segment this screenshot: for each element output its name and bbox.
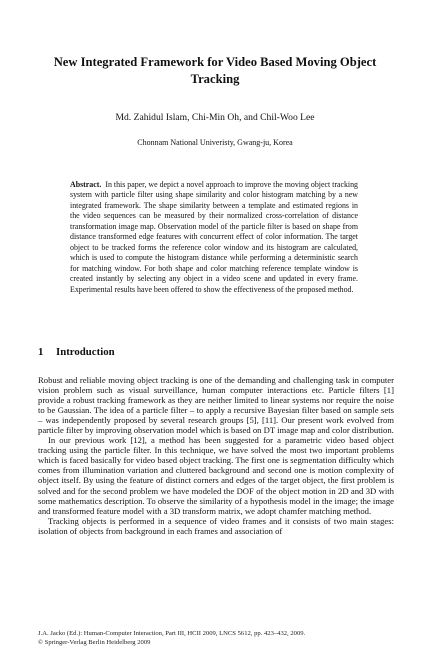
paper-authors: Md. Zahidul Islam, Chi-Min Oh, and Chil-Woo Lee (115, 112, 315, 123)
body-paragraph: Robust and reliable moving object tracking is one of the demanding and challenging task in computer vision problem such as visual surveillance, human computer interactions etc. Particle filters [1] provide a robust tracking framework as they are neither limited to linear systems nor require the noise to be Gaussian. The idea of a particle filter – to apply a recursive Bayesian filter based on sample sets – was independently proposed by several research groups [5], [11]. Our present work evolved from particle filter by improving observation model which is based on DT image map and color distribution. (38, 375, 394, 436)
section-heading (38, 346, 115, 358)
section-number: 1 (38, 346, 44, 358)
body-paragraph: In our previous work [12], a method has been suggested for a parametric video based object tracking using the particle filter. In this technique, we have solved the most two important problems which is faced basically for video based object tracking. The first one is segmentation difficulty which comes from illumination variation and cluttered background and second one is motion complexity of object itself. By using the feature of distinct corners and edges of the target object, the first problem is solved and for the second problem we have modeled the DOF of the object motion in 2D and 3D with some mathematics description. To observe the similarity of a hypothesis model in the image; the image and transformed feature model with a 3D transform matrix, we adopt chamfer matching method. (38, 435, 394, 516)
body-paragraph: Tracking objects is performed in a sequence of video frames and it consists of two main stages: isolation of objects from background in each frames and association of (38, 515, 394, 536)
abstract-text: In this paper, we depict a novel approach to improve the moving object tracking system with particle filter using shape similarity and color histogram matching by a new integrated framework. The shape similarity between a template and estimated regions in the video sequences can be measured by their normalized cross-correlation of distance transformation image map. Observation model of the particle filter is based on shape from distance transformed edge features with concurrent effect of color information. The target object to be tracked forms the reference color window and its histogram are calculated, which is used to compute the histogram distance while performing a deterministic search for matching window. For both shape and color matching reference template window is created instantly by selecting any object in a video scene and updated in every frame. Experimental results have been offered to show the effectiveness of the proposed method. (70, 180, 358, 294)
paper-title: New Integrated Framework for Video Based Moving Object Tracking (53, 55, 377, 86)
abstract-label: Abstract. (70, 180, 102, 189)
footer-copyright: © Springer-Verlag Berlin Heidelberg 2009 (38, 638, 151, 646)
page-footer (38, 630, 398, 647)
paper-affiliation: Chonnam National Univeristy, Gwang-ju, Korea (137, 138, 293, 147)
footer-citation: J.A. Jacko (Ed.): Human-Computer Interaction, Part III, HCII 2009, LNCS 5612, pp. 423–432, 2009. (38, 630, 306, 637)
abstract (70, 180, 358, 295)
section-body (38, 375, 394, 536)
section-title: Introduction (56, 346, 115, 358)
